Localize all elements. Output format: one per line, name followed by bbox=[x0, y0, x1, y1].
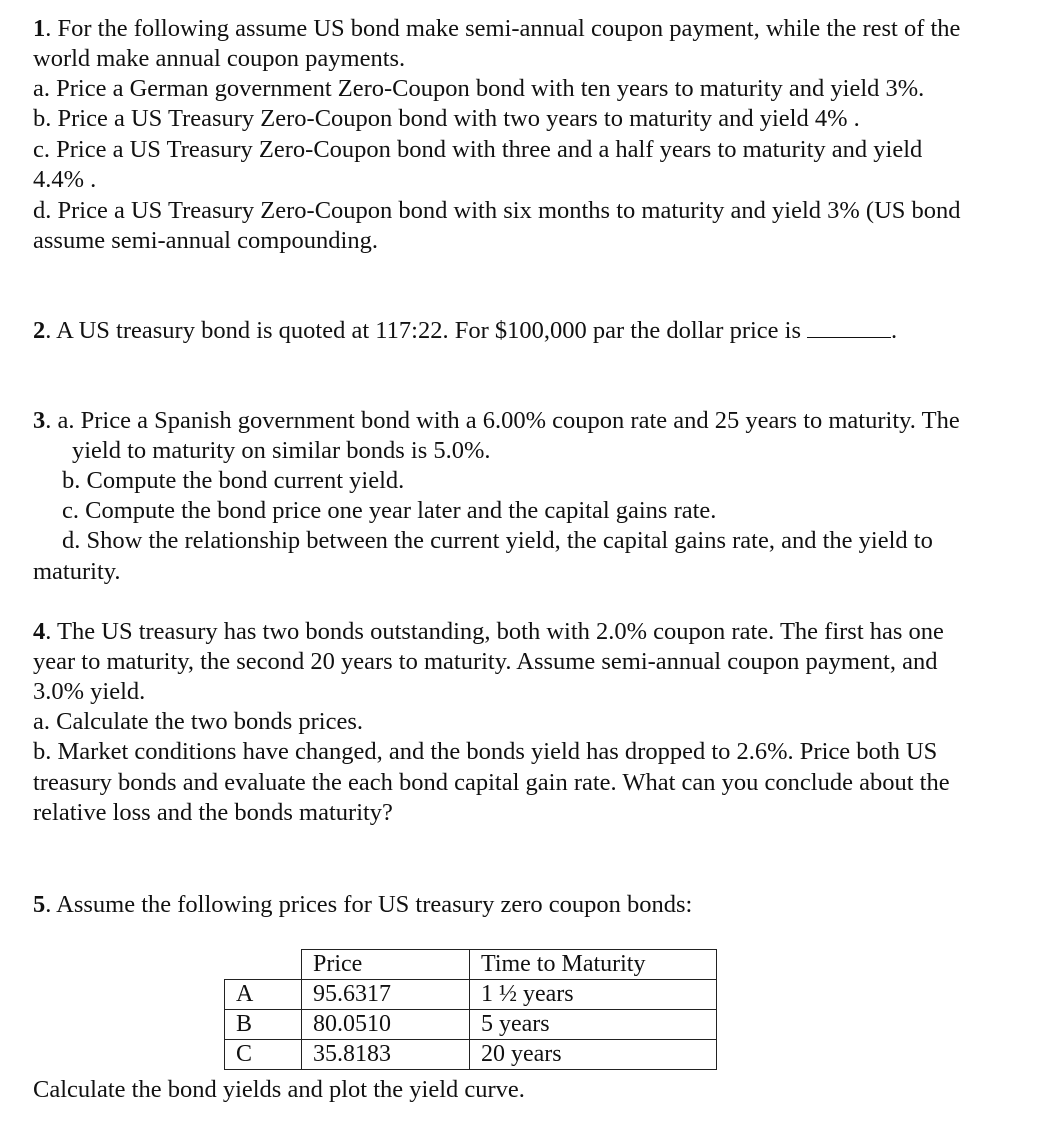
table-cell: 35.8183 bbox=[302, 1040, 470, 1070]
q5-intro: 5. Assume the following prices for US treasury zero coupon bonds: bbox=[33, 891, 693, 918]
q1-part-b: b. Price a US Treasury Zero-Coupon bond with two years to maturity and yield 4% . bbox=[33, 105, 860, 132]
table-cell: 1 ½ years bbox=[470, 980, 717, 1010]
table-row bbox=[225, 980, 717, 1010]
table-cell: 95.6317 bbox=[302, 980, 470, 1010]
table-cell: B bbox=[225, 1010, 302, 1040]
q4-part-a: a. Calculate the two bonds prices. bbox=[33, 708, 363, 735]
table-cell: C bbox=[225, 1040, 302, 1070]
q1-part-c-line1: c. Price a US Treasury Zero-Coupon bond with three and a half years to maturity and yield bbox=[33, 136, 923, 163]
q1-intro-line2: world make annual coupon payments. bbox=[33, 45, 406, 72]
zero-coupon-price-table bbox=[224, 949, 717, 1070]
table-cell: 80.0510 bbox=[302, 1010, 470, 1040]
q4-line1: 4. The US treasury has two bonds outstanding, both with 2.0% coupon rate. The first has one bbox=[33, 618, 944, 645]
table-cell: A bbox=[225, 980, 302, 1010]
table-row bbox=[225, 1040, 717, 1070]
q1-number: 1 bbox=[33, 15, 46, 42]
q3-part-d-line1: d. Show the relationship between the current yield, the capital gains rate, and the yield to bbox=[62, 527, 933, 554]
table-header-cell bbox=[225, 950, 302, 980]
q3-part-a-line2: yield to maturity on similar bonds is 5.0%. bbox=[72, 437, 491, 464]
table-header-row bbox=[225, 950, 717, 980]
q1-part-c-line2: 4.4% . bbox=[33, 166, 97, 193]
q3-number: 3 bbox=[33, 407, 46, 434]
q5-closing: Calculate the bond yields and plot the yield curve. bbox=[33, 1076, 525, 1103]
q2-text: 2. A US treasury bond is quoted at 117:22. For $100,000 par the dollar price is . bbox=[33, 317, 898, 344]
q3-part-c: c. Compute the bond price one year later and the capital gains rate. bbox=[62, 497, 717, 524]
q4-line3: 3.0% yield. bbox=[33, 678, 146, 705]
q4-part-b-line1: b. Market conditions have changed, and the bonds yield has dropped to 2.6%. Price both US bbox=[33, 738, 938, 765]
table-cell: 20 years bbox=[470, 1040, 717, 1070]
q1-part-d-line1: d. Price a US Treasury Zero-Coupon bond with six months to maturity and yield 3% (US bond bbox=[33, 197, 961, 224]
q4-part-b-line2: treasury bonds and evaluate the each bond capital gain rate. What can you conclude about the bbox=[33, 769, 950, 796]
q3-part-a-line1: 3. a. Price a Spanish government bond with a 6.00% coupon rate and 25 years to maturity. The bbox=[33, 407, 960, 434]
table-row bbox=[225, 1010, 717, 1040]
q4-line2: year to maturity, the second 20 years to maturity. Assume semi-annual coupon payment, and bbox=[33, 648, 938, 675]
table-header-cell: Price bbox=[302, 950, 470, 980]
q2-number: 2 bbox=[33, 317, 46, 344]
table-header-cell: Time to Maturity bbox=[470, 950, 717, 980]
q4-number: 4 bbox=[33, 618, 46, 645]
q1-intro-line1: 1. For the following assume US bond make semi-annual coupon payment, while the rest of the bbox=[33, 15, 961, 42]
q4-part-b-line3: relative loss and the bonds maturity? bbox=[33, 799, 393, 826]
q1-part-d-line2: assume semi-annual compounding. bbox=[33, 227, 378, 254]
q3-part-b: b. Compute the bond current yield. bbox=[62, 467, 405, 494]
q1-part-a: a. Price a German government Zero-Coupon bond with ten years to maturity and yield 3%. bbox=[33, 75, 925, 102]
q5-number: 5 bbox=[33, 891, 46, 918]
table-cell: 5 years bbox=[470, 1010, 717, 1040]
q2-answer-blank bbox=[807, 315, 891, 338]
q3-part-d-line2: maturity. bbox=[33, 558, 121, 585]
